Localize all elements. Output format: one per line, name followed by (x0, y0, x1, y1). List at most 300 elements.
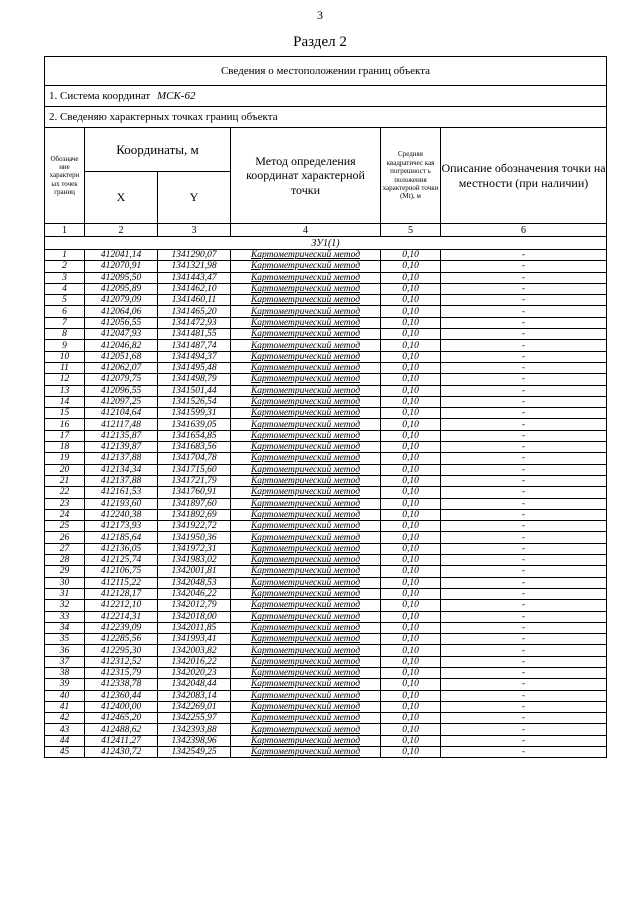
coord-y: 1341599,31 (158, 408, 231, 419)
coord-x: 412106,75 (85, 566, 158, 577)
method: Картометрический метод (231, 521, 381, 532)
table-row (45, 498, 607, 509)
method: Картометрический метод (231, 622, 381, 633)
coord-y: 1341321,98 (158, 261, 231, 272)
point-number: 30 (45, 577, 85, 588)
coord-x: 412117,48 (85, 419, 158, 430)
method: Картометрический метод (231, 419, 381, 430)
method: Картометрический метод (231, 543, 381, 554)
accuracy: 0,10 (381, 679, 441, 690)
description: - (441, 487, 607, 498)
table-row (45, 317, 607, 328)
description: - (441, 442, 607, 453)
table-row (45, 566, 607, 577)
coord-x: 412312,52 (85, 656, 158, 667)
table-row (45, 543, 607, 554)
description: - (441, 566, 607, 577)
point-number: 35 (45, 634, 85, 645)
description: - (441, 588, 607, 599)
point-number: 7 (45, 317, 85, 328)
coord-y: 1342046,22 (158, 588, 231, 599)
description: - (441, 498, 607, 509)
point-number: 43 (45, 724, 85, 735)
point-number: 3 (45, 272, 85, 283)
description: - (441, 272, 607, 283)
table-row (45, 588, 607, 599)
column-number: 5 (381, 224, 441, 237)
coord-y: 1342393,88 (158, 724, 231, 735)
header-accuracy: Средняя квадратичес кая погрешност ь положения характерной точки (Mt), м (381, 128, 441, 224)
coord-y: 1341983,02 (158, 555, 231, 566)
accuracy: 0,10 (381, 374, 441, 385)
accuracy: 0,10 (381, 329, 441, 340)
coord-y: 1341950,36 (158, 532, 231, 543)
coord-y: 1341495,48 (158, 362, 231, 373)
accuracy: 0,10 (381, 622, 441, 633)
accuracy: 0,10 (381, 667, 441, 678)
coord-y: 1341462,10 (158, 283, 231, 294)
coord-x: 412079,75 (85, 374, 158, 385)
method: Картометрический метод (231, 295, 381, 306)
coord-x: 412338,78 (85, 679, 158, 690)
accuracy: 0,10 (381, 509, 441, 520)
table-row (45, 396, 607, 407)
accuracy: 0,10 (381, 611, 441, 622)
coord-x: 412465,20 (85, 713, 158, 724)
coord-y: 1342083,14 (158, 690, 231, 701)
method: Картометрический метод (231, 690, 381, 701)
description: - (441, 713, 607, 724)
table-row (45, 532, 607, 543)
point-number: 45 (45, 747, 85, 758)
description: - (441, 656, 607, 667)
method: Картометрический метод (231, 645, 381, 656)
point-number: 4 (45, 283, 85, 294)
point-number: 40 (45, 690, 85, 701)
description: - (441, 475, 607, 486)
method: Картометрический метод (231, 385, 381, 396)
accuracy: 0,10 (381, 532, 441, 543)
coord-y: 1341465,20 (158, 306, 231, 317)
coord-x: 412240,38 (85, 509, 158, 520)
column-number: 4 (231, 224, 381, 237)
coord-y: 1341683,56 (158, 442, 231, 453)
coord-y: 1342012,79 (158, 600, 231, 611)
coord-x: 412046,82 (85, 340, 158, 351)
coord-y: 1342549,25 (158, 747, 231, 758)
coord-y: 1341993,41 (158, 634, 231, 645)
point-number: 13 (45, 385, 85, 396)
coord-y: 1341721,79 (158, 475, 231, 486)
accuracy: 0,10 (381, 543, 441, 554)
column-number: 6 (441, 224, 607, 237)
coord-y: 1341704,78 (158, 453, 231, 464)
point-number: 27 (45, 543, 85, 554)
method: Картометрический метод (231, 701, 381, 712)
coord-y: 1342255,97 (158, 713, 231, 724)
method: Картометрический метод (231, 351, 381, 362)
method: Картометрический метод (231, 566, 381, 577)
point-number: 38 (45, 667, 85, 678)
method: Картометрический метод (231, 408, 381, 419)
point-number: 32 (45, 600, 85, 611)
coord-y: 1342020,23 (158, 667, 231, 678)
method: Картометрический метод (231, 283, 381, 294)
accuracy: 0,10 (381, 656, 441, 667)
coord-x: 412161,53 (85, 487, 158, 498)
coord-y: 1341494,37 (158, 351, 231, 362)
description: - (441, 374, 607, 385)
description: - (441, 690, 607, 701)
table-row (45, 306, 607, 317)
point-number: 34 (45, 622, 85, 633)
description: - (441, 453, 607, 464)
coord-x: 412488,62 (85, 724, 158, 735)
coord-y: 1342011,85 (158, 622, 231, 633)
description: - (441, 735, 607, 746)
table-row (45, 385, 607, 396)
method: Картометрический метод (231, 713, 381, 724)
header-description: Описание обозначения точки на местности (при наличии) (441, 128, 607, 224)
coord-y: 1342001,81 (158, 566, 231, 577)
section-title: Раздел 2 (293, 34, 347, 50)
method: Картометрический метод (231, 555, 381, 566)
accuracy: 0,10 (381, 566, 441, 577)
table-row (45, 340, 607, 351)
coord-x: 412051,68 (85, 351, 158, 362)
coord-x: 412079,09 (85, 295, 158, 306)
description: - (441, 611, 607, 622)
point-number: 37 (45, 656, 85, 667)
accuracy: 0,10 (381, 577, 441, 588)
table-row (45, 724, 607, 735)
table-row (45, 634, 607, 645)
table-row (45, 667, 607, 678)
accuracy: 0,10 (381, 498, 441, 509)
table-row (45, 577, 607, 588)
point-number: 41 (45, 701, 85, 712)
accuracy: 0,10 (381, 600, 441, 611)
table-row (45, 430, 607, 441)
coord-y: 1341760,91 (158, 487, 231, 498)
point-number: 14 (45, 396, 85, 407)
point-number: 36 (45, 645, 85, 656)
method: Картометрический метод (231, 362, 381, 373)
coord-x: 412185,64 (85, 532, 158, 543)
description: - (441, 543, 607, 554)
description: - (441, 362, 607, 373)
table-row (45, 408, 607, 419)
accuracy: 0,10 (381, 419, 441, 430)
point-number: 24 (45, 509, 85, 520)
coord-x: 412134,34 (85, 464, 158, 475)
method: Картометрический метод (231, 634, 381, 645)
table-row (45, 600, 607, 611)
coord-system-value: МСК-62 (156, 90, 196, 102)
method: Картометрический метод (231, 374, 381, 385)
accuracy: 0,10 (381, 690, 441, 701)
points-info-row: 2. Сведеняю характерных точках границ объекта (45, 107, 607, 128)
method: Картометрический метод (231, 498, 381, 509)
accuracy: 0,10 (381, 351, 441, 362)
description: - (441, 634, 607, 645)
description: - (441, 351, 607, 362)
column-numbers-row (45, 224, 607, 237)
method: Картометрический метод (231, 250, 381, 261)
table-row (45, 747, 607, 758)
method: Картометрический метод (231, 306, 381, 317)
method: Картометрический метод (231, 509, 381, 520)
table-row (45, 611, 607, 622)
accuracy: 0,10 (381, 475, 441, 486)
method: Картометрический метод (231, 724, 381, 735)
accuracy: 0,10 (381, 295, 441, 306)
method: Картометрический метод (231, 340, 381, 351)
coord-x: 412295,30 (85, 645, 158, 656)
description: - (441, 340, 607, 351)
description: - (441, 329, 607, 340)
coord-x: 412193,60 (85, 498, 158, 509)
coord-x: 412214,31 (85, 611, 158, 622)
point-number: 31 (45, 588, 85, 599)
accuracy: 0,10 (381, 250, 441, 261)
header-method: Метод определения координат характерной точки (231, 128, 381, 224)
coord-y: 1341460,11 (158, 295, 231, 306)
coord-x: 412097,25 (85, 396, 158, 407)
point-number: 42 (45, 713, 85, 724)
table-row (45, 645, 607, 656)
point-number: 1 (45, 250, 85, 261)
accuracy: 0,10 (381, 521, 441, 532)
header-point-id: Обозначе ние характерн ых точек границ (45, 128, 85, 224)
table-row (45, 272, 607, 283)
coord-y: 1341654,85 (158, 430, 231, 441)
description: - (441, 645, 607, 656)
description: - (441, 464, 607, 475)
coord-x: 412128,17 (85, 588, 158, 599)
description: - (441, 306, 607, 317)
coord-x: 412056,55 (85, 317, 158, 328)
coord-y: 1341639,05 (158, 419, 231, 430)
point-number: 17 (45, 430, 85, 441)
table-row (45, 329, 607, 340)
coord-x: 412095,89 (85, 283, 158, 294)
coord-x: 412125,74 (85, 555, 158, 566)
description: - (441, 396, 607, 407)
point-number: 20 (45, 464, 85, 475)
method: Картометрический метод (231, 430, 381, 441)
description: - (441, 747, 607, 758)
table-row (45, 555, 607, 566)
accuracy: 0,10 (381, 747, 441, 758)
method: Картометрический метод (231, 329, 381, 340)
description: - (441, 509, 607, 520)
point-number: 11 (45, 362, 85, 373)
description: - (441, 667, 607, 678)
point-number: 16 (45, 419, 85, 430)
header-y: Y (158, 172, 231, 224)
description: - (441, 261, 607, 272)
method: Картометрический метод (231, 600, 381, 611)
point-number: 23 (45, 498, 85, 509)
page-number: 3 (317, 8, 323, 22)
point-number: 9 (45, 340, 85, 351)
method: Картометрический метод (231, 577, 381, 588)
coord-x: 412315,79 (85, 667, 158, 678)
method: Картометрический метод (231, 464, 381, 475)
method: Картометрический метод (231, 588, 381, 599)
point-number: 28 (45, 555, 85, 566)
table-row (45, 419, 607, 430)
accuracy: 0,10 (381, 588, 441, 599)
table-row (45, 701, 607, 712)
table-row (45, 283, 607, 294)
description: - (441, 622, 607, 633)
coord-x: 412064,06 (85, 306, 158, 317)
point-number: 10 (45, 351, 85, 362)
coord-y: 1341498,79 (158, 374, 231, 385)
method: Картометрический метод (231, 532, 381, 543)
coord-x: 412135,87 (85, 430, 158, 441)
table-title: Сведения о местоположении границ объекта (45, 57, 607, 86)
description: - (441, 532, 607, 543)
method: Картометрический метод (231, 272, 381, 283)
table-row (45, 453, 607, 464)
method: Картометрический метод (231, 747, 381, 758)
coord-x: 412070,91 (85, 261, 158, 272)
table-row (45, 487, 607, 498)
coord-x: 412411,27 (85, 735, 158, 746)
description: - (441, 408, 607, 419)
coord-x: 412041,14 (85, 250, 158, 261)
coord-y: 1341922,72 (158, 521, 231, 532)
column-number: 3 (158, 224, 231, 237)
coord-y: 1342018,00 (158, 611, 231, 622)
description: - (441, 577, 607, 588)
method: Картометрический метод (231, 442, 381, 453)
point-number: 15 (45, 408, 85, 419)
table-row (45, 735, 607, 746)
coord-x: 412062,07 (85, 362, 158, 373)
coord-x: 412136,05 (85, 543, 158, 554)
group-label: ЗУ1(1) (45, 237, 607, 250)
coord-y: 1342003,82 (158, 645, 231, 656)
point-number: 25 (45, 521, 85, 532)
accuracy: 0,10 (381, 555, 441, 566)
table-row (45, 713, 607, 724)
point-number: 21 (45, 475, 85, 486)
point-number: 22 (45, 487, 85, 498)
point-number: 2 (45, 261, 85, 272)
method: Картометрический метод (231, 487, 381, 498)
coord-y: 1342016,22 (158, 656, 231, 667)
table-row (45, 351, 607, 362)
table-row (45, 374, 607, 385)
coord-x: 412139,87 (85, 442, 158, 453)
method: Картометрический метод (231, 475, 381, 486)
accuracy: 0,10 (381, 735, 441, 746)
header-x: X (85, 172, 158, 224)
coord-y: 1342269,01 (158, 701, 231, 712)
method: Картометрический метод (231, 611, 381, 622)
point-number: 8 (45, 329, 85, 340)
accuracy: 0,10 (381, 317, 441, 328)
coord-y: 1341443,47 (158, 272, 231, 283)
point-number: 33 (45, 611, 85, 622)
point-number: 26 (45, 532, 85, 543)
description: - (441, 385, 607, 396)
accuracy: 0,10 (381, 645, 441, 656)
method: Картометрический метод (231, 396, 381, 407)
accuracy: 0,10 (381, 283, 441, 294)
accuracy: 0,10 (381, 453, 441, 464)
point-number: 18 (45, 442, 85, 453)
description: - (441, 250, 607, 261)
header-coordinates: Координаты, м (85, 128, 231, 172)
method: Картометрический метод (231, 667, 381, 678)
table-row (45, 362, 607, 373)
description: - (441, 521, 607, 532)
coord-y: 1341290,07 (158, 250, 231, 261)
point-number: 29 (45, 566, 85, 577)
coord-x: 412115,22 (85, 577, 158, 588)
description: - (441, 295, 607, 306)
accuracy: 0,10 (381, 408, 441, 419)
method: Картометрический метод (231, 735, 381, 746)
description: - (441, 430, 607, 441)
table-row (45, 656, 607, 667)
coord-y: 1342398,96 (158, 735, 231, 746)
accuracy: 0,10 (381, 385, 441, 396)
coord-x: 412095,50 (85, 272, 158, 283)
table-row (45, 464, 607, 475)
description: - (441, 317, 607, 328)
coord-system-row (45, 86, 607, 107)
coord-x: 412137,88 (85, 453, 158, 464)
accuracy: 0,10 (381, 634, 441, 645)
accuracy: 0,10 (381, 701, 441, 712)
table-row (45, 622, 607, 633)
coord-x: 412285,56 (85, 634, 158, 645)
table-row (45, 442, 607, 453)
coord-x: 412430,72 (85, 747, 158, 758)
coord-y: 1341892,69 (158, 509, 231, 520)
coord-x: 412104,64 (85, 408, 158, 419)
description: - (441, 679, 607, 690)
accuracy: 0,10 (381, 306, 441, 317)
coord-x: 412047,93 (85, 329, 158, 340)
table-row (45, 295, 607, 306)
method: Картометрический метод (231, 261, 381, 272)
description: - (441, 283, 607, 294)
accuracy: 0,10 (381, 464, 441, 475)
coord-x: 412096,55 (85, 385, 158, 396)
table-row (45, 261, 607, 272)
column-number: 2 (85, 224, 158, 237)
accuracy: 0,10 (381, 340, 441, 351)
table-row (45, 250, 607, 261)
description: - (441, 724, 607, 735)
coord-x: 412400,00 (85, 701, 158, 712)
accuracy: 0,10 (381, 396, 441, 407)
table-row (45, 521, 607, 532)
coord-x: 412137,88 (85, 475, 158, 486)
description: - (441, 701, 607, 712)
coord-y: 1342048,44 (158, 679, 231, 690)
table-row (45, 690, 607, 701)
description: - (441, 419, 607, 430)
point-number: 6 (45, 306, 85, 317)
